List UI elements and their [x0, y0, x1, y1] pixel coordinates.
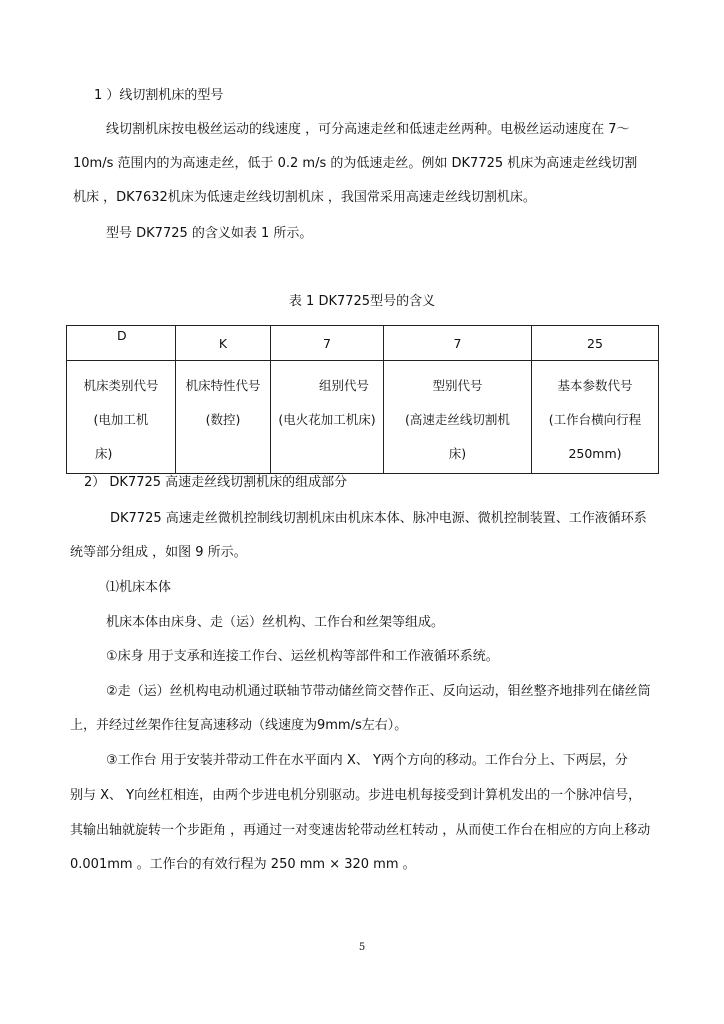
- cell-text: (工作台横向行程: [548, 412, 642, 427]
- table-cell: [384, 361, 532, 474]
- section2-intro-line1: DK7725 高速走丝微机控制线切割机床由机床本体、脉冲电源、微机控制装置、工作液循环系: [110, 511, 647, 526]
- section2-item3-line3: 其输出轴就旋转一个步距角 ，再通过一对变速齿轮带动丝杠转动 ，从而使工作台在相应的方向上移动: [70, 823, 651, 838]
- section2-subheading: ⑴机床本体: [106, 580, 172, 595]
- cell-text: 基本参数代号: [557, 378, 633, 393]
- section2-item2-line1: ②走（运）丝机构电动机通过联轴节带动储丝筒交替作正、反向运动，钼丝整齐地排列在储丝筒: [106, 684, 651, 699]
- cell-text: 床): [448, 446, 467, 461]
- section2-item3-line1: ③工作台 用于安装并带动工件在水平面内 X、 Y两个方向的移动。工作台分上、下两层，分: [106, 753, 628, 768]
- section2-desc: 机床本体由床身、走（运）丝机构、工作台和丝架等组成。: [106, 615, 445, 630]
- table-cell: [67, 361, 176, 474]
- page-number: 5: [358, 942, 366, 953]
- cell-text: (数控): [205, 412, 241, 427]
- section2-item1: ①床身 用于支承和连接工作台、运丝机构等部件和工作液循环系统。: [106, 649, 499, 664]
- section1-para1-line2: 10m/s 范围内的为高速走丝，低于 0.2 m/s 的为低速走丝。例如 DK7725 机床为高速走丝线切割: [73, 156, 638, 171]
- table-cell: [532, 361, 659, 474]
- cell-text: 机床特性代号: [185, 378, 261, 393]
- cell-text: 组别代号: [318, 378, 369, 393]
- model-meaning-table: [66, 325, 659, 474]
- table-caption: 表 1 DK7725型号的含义: [288, 294, 436, 309]
- table-header-cell: 25: [532, 326, 659, 361]
- section2-intro-line2: 统等部分组成 ，如图 9 所示。: [70, 545, 247, 560]
- section2-item3-line4: 0.001mm 。工作台的有效行程为 250 mm × 320 mm 。: [70, 857, 416, 872]
- table-header-row: [67, 326, 659, 361]
- section1-para2: 型号 DK7725 的含义如表 1 所示。: [106, 226, 313, 241]
- table-cell: [271, 361, 384, 474]
- table-header-cell: D: [67, 326, 176, 361]
- table-header-cell: 7: [384, 326, 532, 361]
- table-header-cell: 7: [271, 326, 384, 361]
- section1-para1-line1: 线切割机床按电极丝运动的线速度 ，可分高速走丝和低速走丝两种。电极丝运动速度在 7～: [106, 122, 630, 137]
- table-row: [67, 361, 659, 474]
- section1-heading: 1 ）线切割机床的型号: [94, 88, 224, 103]
- section2-item3-line2: 别与 X、 Y向丝杠相连，由两个步进电机分别驱动。步进电机每接受到计算机发出的一个脉冲信号，: [70, 788, 642, 803]
- section2-item2-line2: 上，并经过丝架作往复高速移动（线速度为9mm/s左右）。: [70, 718, 408, 733]
- cell-text: 床): [95, 446, 113, 461]
- cell-text: 型别代号: [432, 378, 483, 393]
- cell-text: (电火花加工机床): [278, 412, 376, 427]
- cell-text: (高速走丝线切割机: [405, 412, 510, 427]
- section1-para1-line3: 机床 ，DK7632机床为低速走丝线切割机床 ，我国常采用高速走丝线切割机床。: [73, 190, 536, 205]
- section2-heading: 2） DK7725 高速走丝线切割机床的组成部分: [84, 475, 348, 490]
- cell-text: 250mm): [568, 446, 622, 461]
- table-cell: [176, 361, 271, 474]
- cell-text: (电加工机: [93, 412, 149, 427]
- cell-text: 机床类别代号: [83, 378, 159, 393]
- table-header-cell: K: [176, 326, 271, 361]
